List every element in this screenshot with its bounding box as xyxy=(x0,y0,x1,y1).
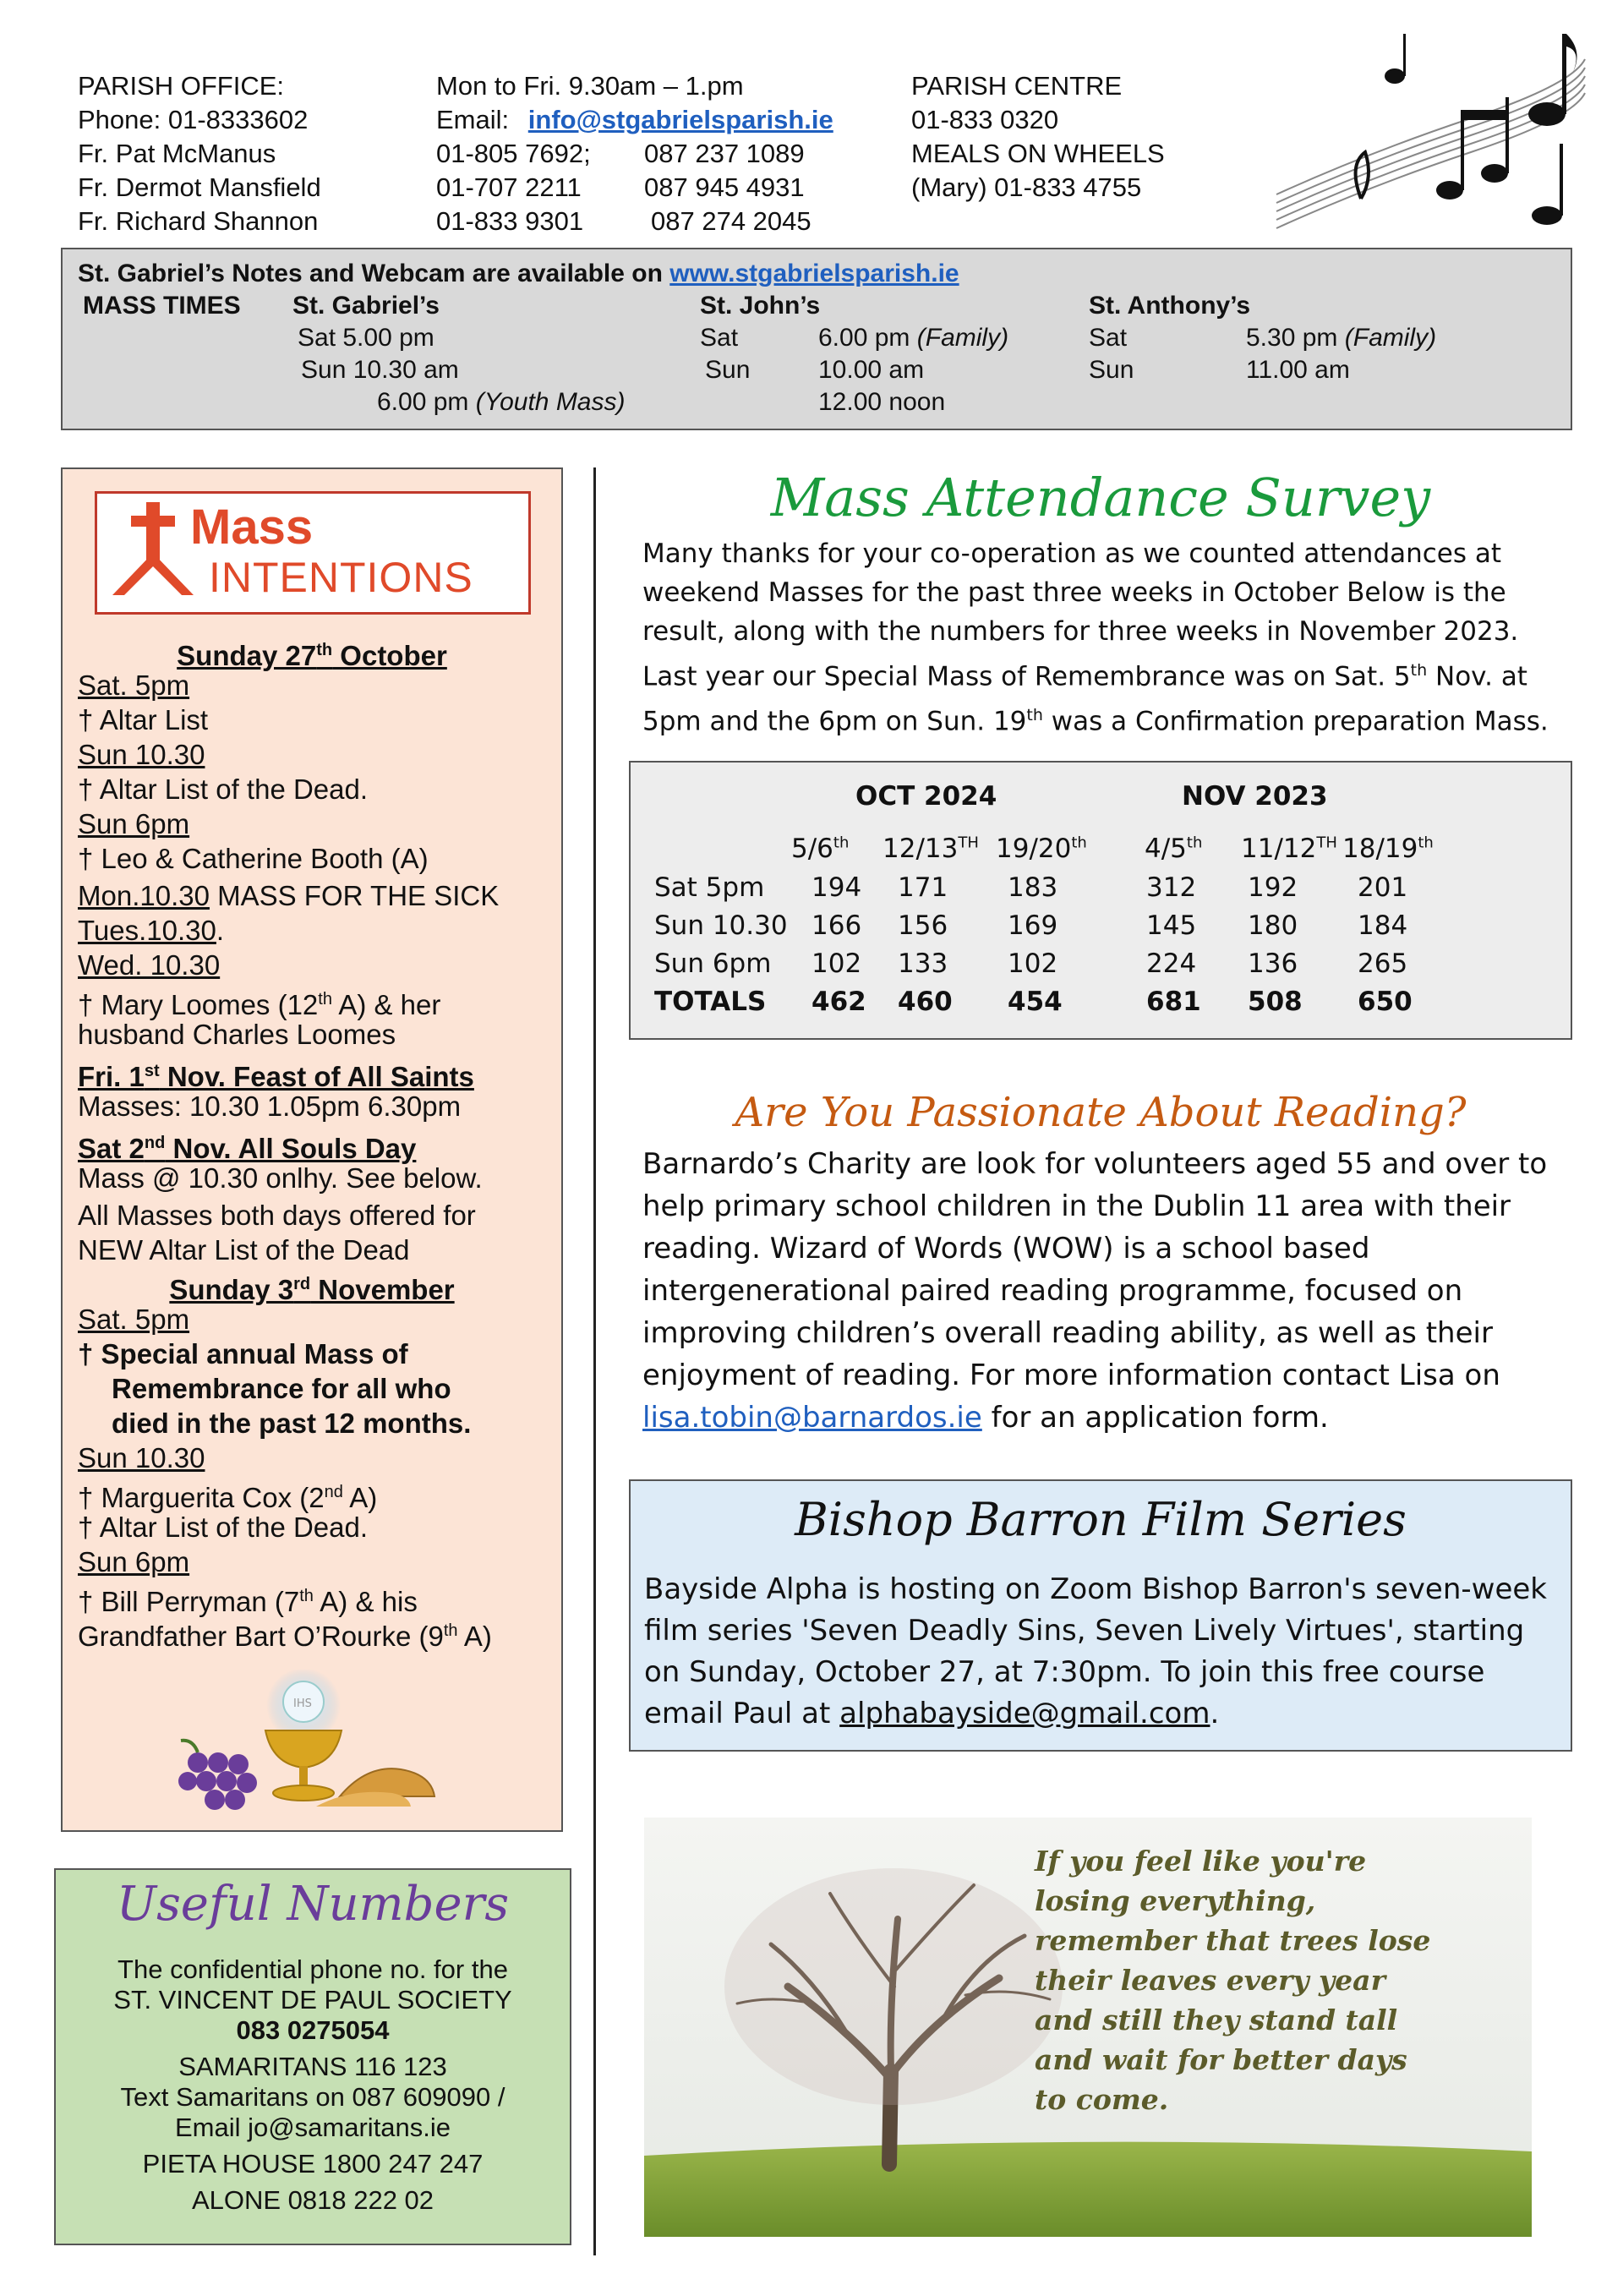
reading-text-line: improving children’s overall reading ability, as well as their xyxy=(642,1316,1493,1350)
all-masses-note: All Masses both days offered for xyxy=(78,1200,476,1231)
quote-line: remember that trees lose xyxy=(1035,1924,1431,1957)
reading-title: Are You Passionate About Reading? xyxy=(735,1089,1467,1136)
table-group-oct: OCT 2024 xyxy=(855,781,997,812)
intentions-heading-oct27: Sunday 27th October xyxy=(177,640,447,671)
chalice-grapes-bread-icon xyxy=(147,1670,451,1813)
table-cell: 454 xyxy=(1008,987,1063,1017)
week-header: 4/5th xyxy=(1145,834,1203,864)
useful-numbers-title: Useful Numbers xyxy=(116,1877,510,1932)
john-sun-day: Sun xyxy=(705,356,751,384)
office-email-line xyxy=(436,103,833,137)
special-mass-line: died in the past 12 months. xyxy=(112,1408,472,1439)
wednesday-mass-line: Wed. 10.30 xyxy=(78,949,221,981)
intentions-heading-nov3: Sunday 3rd November xyxy=(169,1274,455,1305)
useful-numbers-box xyxy=(54,1868,571,2245)
gabriel-sun: Sun 10.30 am xyxy=(301,356,459,384)
table-cell: 265 xyxy=(1358,948,1408,979)
priest-name: Fr. Pat McManus xyxy=(78,139,276,168)
mass-intentions-logo xyxy=(95,491,531,615)
all-souls-mass: Mass @ 10.30 onlhy. See below. xyxy=(78,1162,483,1194)
anthony-sun-time: 11.00 am xyxy=(1246,356,1350,384)
office-phone: Phone: 01-8333602 xyxy=(78,105,309,134)
reading-text-line: reading. Wizard of Words (WOW) is a school based xyxy=(642,1232,1370,1266)
church-st-john: St. John’s xyxy=(700,292,821,320)
youth-time: 6.00 pm xyxy=(377,388,469,416)
office-email-link[interactable]: info@stgabrielsparish.ie xyxy=(527,105,833,134)
table-cell: 183 xyxy=(1008,872,1058,903)
gabriel-sat: Sat 5.00 pm xyxy=(298,324,434,352)
parish-centre-label: PARISH CENTRE xyxy=(911,71,1123,101)
useful-line: ST. VINCENT DE PAUL SOCIETY xyxy=(113,1985,512,2014)
priest-phone: 01-805 7692; xyxy=(436,139,591,168)
quote-line: and wait for better days xyxy=(1035,2043,1407,2076)
priest-phones xyxy=(436,137,833,171)
table-row-label: Sat 5pm xyxy=(654,872,765,903)
table-cell: 102 xyxy=(1008,948,1058,979)
anthony-sun-day: Sun xyxy=(1089,356,1134,384)
intention-line: † Marguerita Cox (2nd A) xyxy=(78,1482,378,1513)
survey-paragraph xyxy=(642,534,1549,741)
website-link[interactable]: www.stgabrielsparish.ie xyxy=(669,260,959,287)
header-col2 xyxy=(436,69,833,238)
survey-text-line: Last year our Special Mass of Remembrance was on Sat. 5th Nov. at xyxy=(642,661,1527,692)
table-cell: 224 xyxy=(1146,948,1197,979)
survey-text-line: Many thanks for your co-operation as we counted attendances at xyxy=(642,538,1502,569)
survey-text-line: weekend Masses for the past three weeks in October Below is the xyxy=(642,577,1506,608)
week-header: 19/20th xyxy=(996,834,1087,864)
intention-line: † Altar List of the Dead. xyxy=(78,1512,369,1543)
barron-paragraph xyxy=(644,1569,1547,1735)
table-cell: 460 xyxy=(898,987,953,1017)
quote-line: If you feel like you're xyxy=(1035,1845,1367,1878)
quote-line: their leaves every year xyxy=(1035,1964,1385,1997)
reading-text-line: enjoyment of reading. For more information contact Lisa on xyxy=(642,1358,1500,1392)
priest-phone: 01-707 2211 xyxy=(436,172,582,202)
all-saints-heading: Fri. 1st Nov. Feast of All Saints xyxy=(78,1061,474,1092)
table-row-label: TOTALS xyxy=(654,987,767,1017)
all-masses-note: NEW Altar List of the Dead xyxy=(78,1234,410,1266)
family-note: (Family) xyxy=(1344,324,1437,352)
table-cell: 462 xyxy=(812,987,866,1017)
quote-line: and still they stand tall xyxy=(1035,2004,1398,2036)
special-mass-line: Remembrance for all who xyxy=(112,1373,451,1404)
priest-mobile: 087 274 2045 xyxy=(651,206,812,236)
intention-line: † Leo & Catherine Booth (A) xyxy=(78,843,429,874)
table-cell: 156 xyxy=(898,910,948,941)
table-cell: 508 xyxy=(1248,987,1303,1017)
table-cell: 650 xyxy=(1358,987,1413,1017)
intention-line: † Mary Loomes (12th A) & her xyxy=(78,989,441,1020)
all-souls-heading: Sat 2nd Nov. All Souls Day xyxy=(78,1133,417,1164)
quote-line: to come. xyxy=(1035,2083,1169,2116)
useful-line: Email jo@samaritans.ie xyxy=(174,2113,451,2142)
table-cell: 145 xyxy=(1146,910,1197,941)
priest-phone: 01-833 9301 xyxy=(436,206,584,236)
barron-text-line: email Paul at alphabayside@gmail.com. xyxy=(644,1697,1220,1730)
mass-intentions-panel xyxy=(61,467,563,1832)
music-notes-icon xyxy=(1268,25,1589,237)
mass-times-box xyxy=(61,248,1572,430)
john-sun-time: 12.00 noon xyxy=(818,388,946,416)
table-cell: 681 xyxy=(1146,987,1201,1017)
tuesday-mass-line: Tues.10.30. xyxy=(78,915,225,946)
notes-webcam-line xyxy=(78,260,959,288)
column-divider xyxy=(593,467,596,2255)
survey-text-line: result, along with the numbers for three weeks in November 2023. xyxy=(642,616,1519,647)
attendance-table xyxy=(629,761,1572,1040)
useful-line: PIETA HOUSE 1800 247 247 xyxy=(142,2149,484,2178)
intention-line: Grandfather Bart O’Rourke (9th A) xyxy=(78,1621,492,1652)
intention-time: Sun 10.30 xyxy=(78,1442,205,1473)
table-cell: 171 xyxy=(898,872,948,903)
notes-webcam-text: St. Gabriel’s Notes and Webcam are available on xyxy=(78,260,663,287)
table-cell: 312 xyxy=(1146,872,1197,903)
mass-times-label: MASS TIMES xyxy=(83,292,241,320)
reading-paragraph xyxy=(642,1143,1547,1439)
church-st-gabriel: St. Gabriel’s xyxy=(292,292,440,320)
all-saints-masses: Masses: 10.30 1.05pm 6.30pm xyxy=(78,1091,462,1122)
church-st-anthony: St. Anthony’s xyxy=(1089,292,1251,320)
table-cell: 192 xyxy=(1248,872,1298,903)
family-note: (Family) xyxy=(916,324,1009,352)
table-cell: 169 xyxy=(1008,910,1058,941)
youth-note: (Youth Mass) xyxy=(475,388,626,416)
meals-on-wheels-phone: (Mary) 01-833 4755 xyxy=(911,172,1142,202)
anthony-sat-time xyxy=(1246,324,1436,353)
useful-line: Text Samaritans on 087 609090 / xyxy=(120,2082,505,2112)
lisa-email-link[interactable]: lisa.tobin@barnardos.ie xyxy=(642,1401,982,1435)
reading-text-line: Barnardo’s Charity are look for volunteers aged 55 and over to xyxy=(642,1147,1548,1181)
host-ihs-text: IHS xyxy=(293,1697,312,1710)
priest-name: Fr. Dermot Mansfield xyxy=(78,172,321,202)
table-cell: 201 xyxy=(1358,872,1408,903)
meals-on-wheels-label: MEALS ON WHEELS xyxy=(911,139,1165,168)
intention-time: Sun 10.30 xyxy=(78,739,205,770)
table-cell: 136 xyxy=(1248,948,1298,979)
table-cell: 194 xyxy=(812,872,862,903)
table-cell: 184 xyxy=(1358,910,1408,941)
barron-text-line: Bayside Alpha is hosting on Zoom Bishop Barron's seven-week xyxy=(644,1572,1547,1606)
barron-text-line: on Sunday, October 27, at 7:30pm. To join this free course xyxy=(644,1655,1485,1689)
special-mass-line: † Special annual Mass of xyxy=(78,1338,408,1369)
table-cell: 133 xyxy=(898,948,948,979)
table-row-label: Sun 6pm xyxy=(654,948,772,979)
barron-title: Bishop Barron Film Series xyxy=(795,1493,1407,1546)
tree-quote-image xyxy=(644,1818,1532,2237)
svp-phone: 083 0275054 xyxy=(236,2015,390,2045)
useful-line: SAMARITANS 116 123 xyxy=(178,2052,447,2081)
email-label: Email: xyxy=(436,105,510,134)
gabriel-youth xyxy=(377,388,625,417)
table-row-label: Sun 10.30 xyxy=(654,910,788,941)
parish-centre-phone: 01-833 0320 xyxy=(911,105,1059,134)
barron-text-line: film series 'Seven Deadly Sins, Seven Lively Virtues', starting xyxy=(644,1614,1525,1648)
logo-intentions-text: INTENTIONS xyxy=(209,554,473,601)
time: 6.00 pm xyxy=(818,324,910,352)
week-header: 18/19th xyxy=(1342,834,1434,864)
table-cell: 166 xyxy=(812,910,862,941)
priest-mobile: 087 945 4931 xyxy=(644,172,805,202)
intention-line: † Bill Perryman (7th A) & his xyxy=(78,1586,418,1617)
priest-name: Fr. Richard Shannon xyxy=(78,206,319,236)
logo-mass-text: Mass xyxy=(190,500,314,555)
week-header: 12/13TH xyxy=(883,834,979,864)
header-col1 xyxy=(78,69,321,238)
reading-text-line: intergenerational paired reading programme, focused on xyxy=(642,1274,1463,1308)
table-cell: 180 xyxy=(1248,910,1298,941)
quote-text xyxy=(1035,1841,1430,2119)
john-sat-day: Sat xyxy=(700,324,739,352)
reading-text-line: help primary school children in the Dublin 11 area with their xyxy=(642,1189,1511,1223)
intention-time: Sat. 5pm xyxy=(78,1304,190,1335)
intention-time: Sat. 5pm xyxy=(78,670,190,701)
intention-line: † Altar List of the Dead. xyxy=(78,774,369,805)
anthony-sat-day: Sat xyxy=(1089,324,1128,352)
bishop-barron-box xyxy=(629,1479,1572,1752)
john-sat-time xyxy=(818,324,1008,353)
intention-time: Sun 6pm xyxy=(78,808,190,839)
reading-text-line: lisa.tobin@barnardos.ie for an application form. xyxy=(642,1401,1329,1435)
table-group-nov: NOV 2023 xyxy=(1182,781,1328,812)
priest-phones xyxy=(436,205,833,238)
quote-line: losing everything, xyxy=(1035,1884,1316,1917)
useful-line: The confidential phone no. for the xyxy=(117,1954,508,1984)
intention-line: † Altar List xyxy=(78,704,209,735)
parish-office-label: PARISH OFFICE: xyxy=(78,71,285,101)
time: 5.30 pm xyxy=(1246,324,1338,352)
office-hours: Mon to Fri. 9.30am – 1.pm xyxy=(436,71,744,101)
intention-line: husband Charles Loomes xyxy=(78,1019,396,1050)
table-cell: 102 xyxy=(812,948,862,979)
survey-title: Mass Attendance Survey xyxy=(770,467,1431,528)
john-sun-time: 10.00 am xyxy=(818,356,925,384)
alpha-email-link[interactable]: alphabayside@gmail.com xyxy=(839,1697,1210,1730)
useful-line: ALONE 0818 222 02 xyxy=(191,2185,434,2215)
priest-mobile: 087 237 1089 xyxy=(644,139,805,168)
priest-phones xyxy=(436,171,833,205)
header-col3 xyxy=(911,69,1165,205)
monday-mass-line: Mon.10.30 MASS FOR THE SICK xyxy=(78,880,500,911)
intention-time: Sun 6pm xyxy=(78,1546,190,1577)
survey-text-line: 5pm and the 6pm on Sun. 19th was a Confirmation preparation Mass. xyxy=(642,706,1549,737)
week-header: 11/12TH xyxy=(1241,834,1337,864)
week-header: 5/6th xyxy=(791,834,850,864)
